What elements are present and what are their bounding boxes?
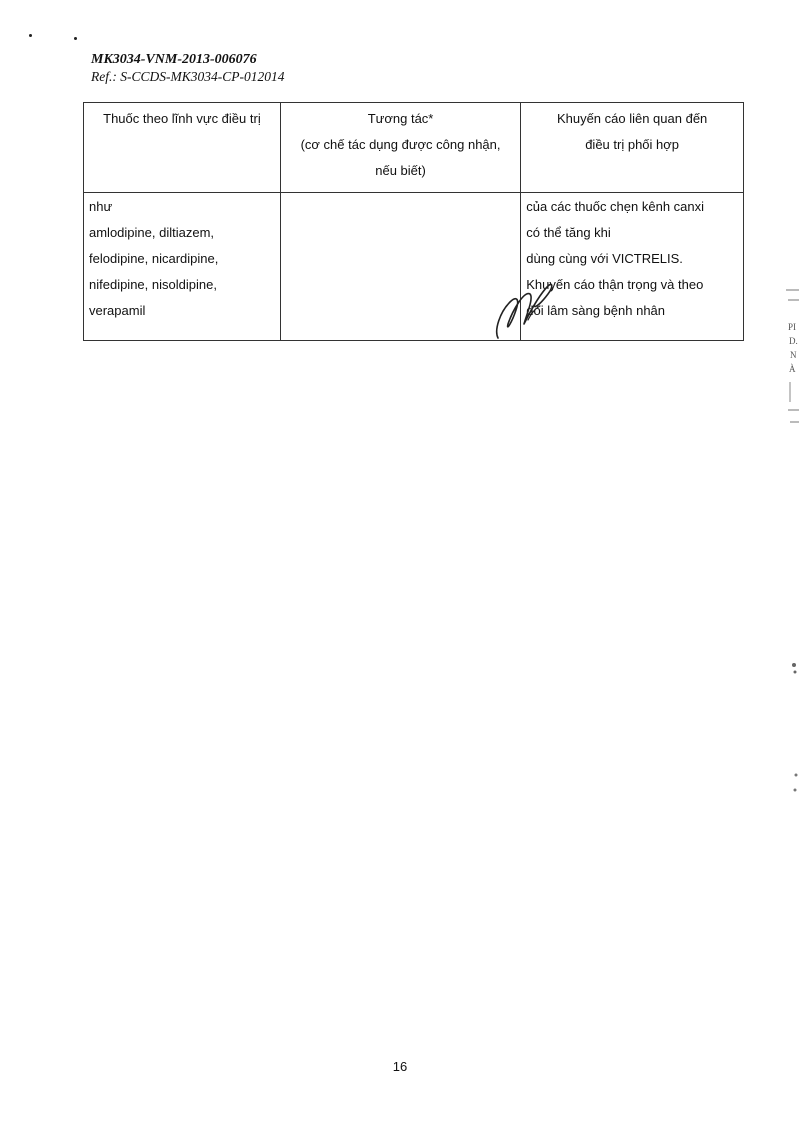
cell-line: dùng cùng với VICTRELIS. xyxy=(526,251,683,266)
cell-line: như xyxy=(89,199,113,214)
page-number: 16 xyxy=(392,1059,408,1074)
document-code: MK3034-VNM-2013-006076 xyxy=(91,52,257,67)
table-header-row xyxy=(84,103,744,193)
header-line: Tương tác* xyxy=(367,111,434,126)
drug-interaction-table xyxy=(83,102,744,341)
cell-interaction xyxy=(280,193,520,341)
cell-line: dõi lâm sàng bệnh nhân xyxy=(526,303,666,318)
scan-specks xyxy=(25,34,85,40)
header-line: điều trị phối hợp xyxy=(585,137,680,152)
cell-line: của các thuốc chẹn kênh canxi xyxy=(526,199,705,214)
edge-lines xyxy=(772,270,800,870)
cell-line: Khuyến cáo thận trọng và theo xyxy=(526,277,704,292)
page-edge-scan-artifacts xyxy=(772,270,800,870)
header-line: Khuyến cáo liên quan đến xyxy=(556,111,708,126)
edge-fragment: PI xyxy=(788,322,797,332)
edge-fragment: D. xyxy=(789,336,798,346)
edge-fragment: N xyxy=(790,350,797,360)
cell-drug-class xyxy=(84,193,281,341)
edge-fragment: À xyxy=(789,364,796,374)
column-header-drug-class xyxy=(84,103,281,193)
cell-line: felodipine, nicardipine, xyxy=(89,251,219,266)
document-reference: Ref.: S-CCDS-MK3034-CP-012014 xyxy=(91,69,285,84)
header-line: Thuốc theo lĩnh vực điều trị xyxy=(103,111,261,126)
cell-line: nifedipine, nisoldipine, xyxy=(89,277,217,292)
column-header-interaction xyxy=(280,103,520,193)
document-header xyxy=(91,51,284,85)
handwritten-signature xyxy=(490,272,560,344)
header-line: (cơ chế tác dụng được công nhận, xyxy=(300,137,501,152)
cell-line: verapamil xyxy=(89,303,146,318)
column-header-recommendation xyxy=(521,103,744,193)
cell-line: amlodipine, diltiazem, xyxy=(89,225,215,240)
table-row xyxy=(84,193,744,341)
cell-line: có thể tăng khi xyxy=(526,225,611,240)
header-line: nếu biết) xyxy=(375,163,426,178)
